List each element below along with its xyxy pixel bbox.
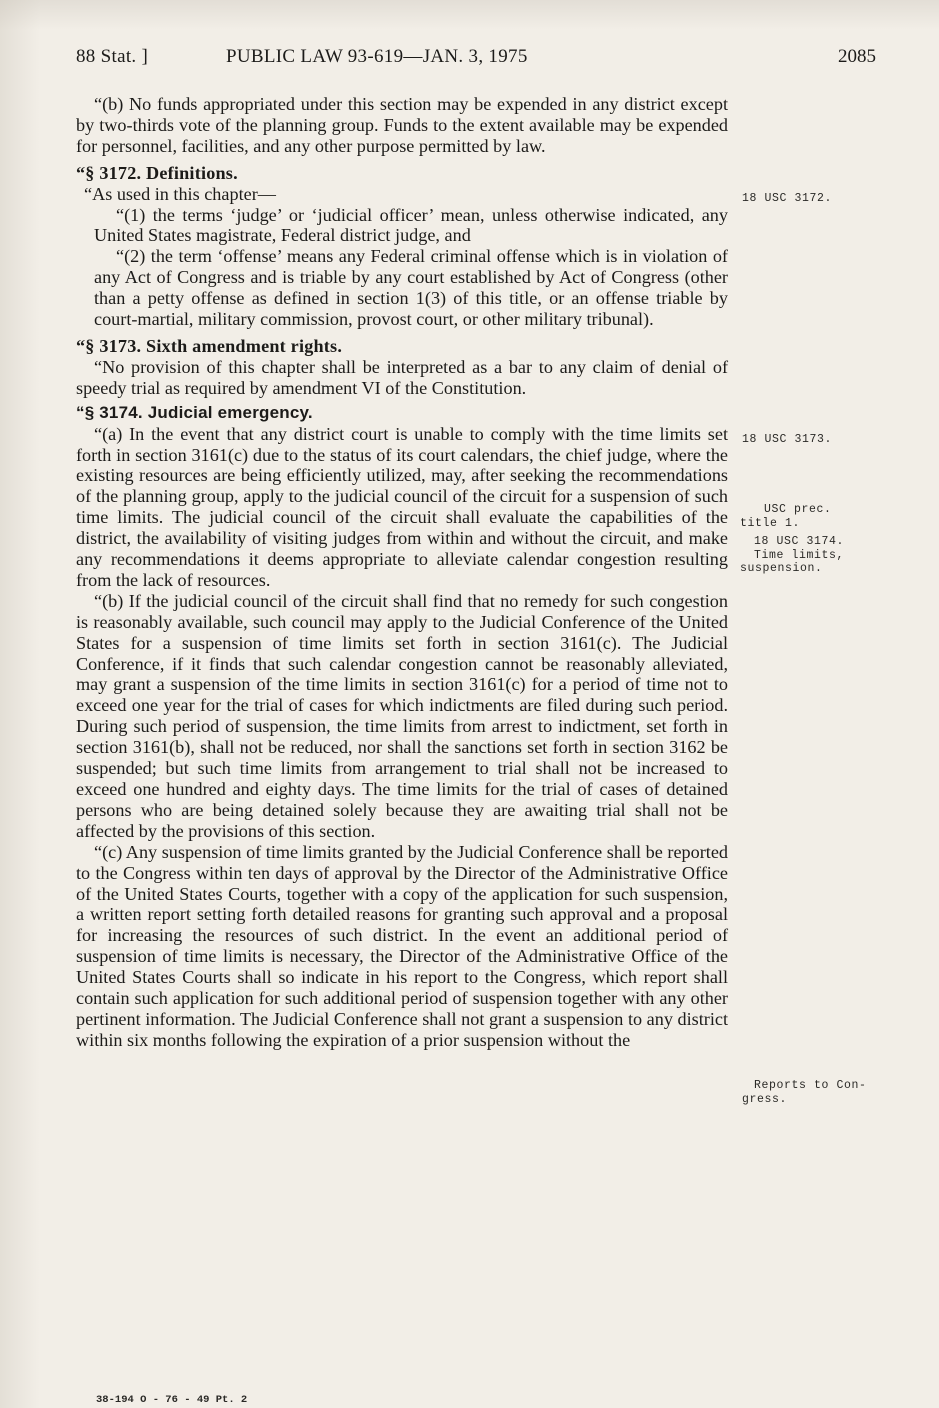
section-heading-3174: “§ 3174. Judicial emergency. xyxy=(76,402,313,422)
main-text-column xyxy=(76,94,728,1051)
margin-note-line: title 1. xyxy=(740,516,801,530)
section-heading-3172: “§ 3172. Definitions. xyxy=(76,162,238,183)
margin-note-line: 18 USC 3172. xyxy=(742,192,833,205)
paragraph-3174-a: “(a) In the event that any district court is unable to comply with the time limits set forth in section 3161(c) due to the status of its court calendars, the chief judge, where the existing resources are being efficiently utilized, may, after seeking the recommendations of the planning group, apply to the judicial council of the circuit for a suspension of such time limits. The judicial council of the circuit shall evaluate the capabilities of the district, the availability of visiting judges from within and without the circuit, and make any recommendations it deems appropriate to alleviate calendar congestion resulting from the lack of resources. xyxy=(76,423,728,590)
margin-note-line: USC prec. xyxy=(764,503,832,516)
margin-note-line: 18 USC 3174. xyxy=(754,535,845,548)
statute-volume-label: 88 Stat. ] xyxy=(76,46,149,67)
definition-item-2: “(2) the term ‘offense’ means any Federal criminal offense which is in violation of any Act of Congress and is triable by any court established by Act of Congress (other than a petty offense as defined in section 1(3) of this title, or an offense triable by court-martial, military commission, provost court, or other military tribunal). xyxy=(94,246,728,330)
margin-note-line: Time limits, xyxy=(754,548,845,562)
paragraph-sixth-amendment: “No provision of this chapter shall be interpreted as a bar to any claim of denial of speedy trial as required by amendment VI of the Constitution. xyxy=(76,356,728,398)
margin-note-line: suspension. xyxy=(740,562,823,575)
section-heading-3173: “§ 3173. Sixth amendment rights. xyxy=(76,335,343,356)
margin-note-3174 xyxy=(740,535,880,576)
margin-note-line: gress. xyxy=(742,1092,788,1106)
margin-note-3173 xyxy=(742,433,882,447)
printing-code: 38-194 O - 76 - 49 Pt. 2 xyxy=(96,1394,248,1406)
paragraph-3174-c: “(c) Any suspension of time limits granted by the Judicial Conference shall be reported to the Congress within ten days of approval by the Director of the Administrative Office of the United States Courts, together with a copy of the application for such suspension, a written report setting forth detailed reasons for granting such approval and a proposal for increasing the resources of such district. In the event an additional period of suspension of time limits is necessary, the Director of the Administrative Office of the United States Courts shall so indicate in his report to the Congress, which report shall contain such application for such additional period of suspension together with any other pertinent information. The Judicial Conference shall not grant a suspension to any district within six months following the expiration of a prior suspension without the xyxy=(76,841,728,1050)
margin-note-reports xyxy=(742,1079,882,1106)
margin-note-usc-prec xyxy=(740,503,880,530)
margin-note-3172 xyxy=(742,192,882,206)
paragraph-definitions-intro: “As used in this chapter— xyxy=(84,183,276,204)
margin-note-line: 18 USC 3173. xyxy=(742,433,833,446)
margin-note-line: Reports to Con- xyxy=(754,1079,867,1092)
definition-item-1: “(1) the terms ‘judge’ or ‘judicial officer’ mean, unless otherwise indicated, any United States magistrate, Federal district judge, and xyxy=(94,204,728,246)
paragraph-funds: “(b) No funds appropriated under this section may be expended in any district except by two-thirds vote of the planning group. Funds to the extent available may be expended for personnel, facilities, and any other purpose permitted by law. xyxy=(76,94,728,156)
law-title: PUBLIC LAW 93-619—JAN. 3, 1975 xyxy=(226,46,528,67)
paragraph-3174-b: “(b) If the judicial council of the circuit shall find that no remedy for such congestion is reasonably available, such council may apply to the Judicial Conference of the United States for a suspension of time limits set forth in section 3161(c). The Judicial Conference, if it finds that such calendar congestion cannot be reasonably alleviated, may grant a suspension of the time limits in section 3161(c) for a period of time not to exceed one year for the trial of cases for which indictments are filed during such period. During such period of suspension, the time limits from arrest to indictment, set forth in section 3161(b), shall not be reduced, nor shall the sanctions set forth in section 3162 be suspended; but such time limits from arrangement to trial shall not be increased to exceed one hundred and eighty days. The time limits for the trial of cases of detained persons who are being detained solely because they are awaiting trial shall not be affected by the provisions of this section. xyxy=(76,590,728,841)
running-header xyxy=(76,46,876,74)
page-number: 2085 xyxy=(838,46,876,67)
